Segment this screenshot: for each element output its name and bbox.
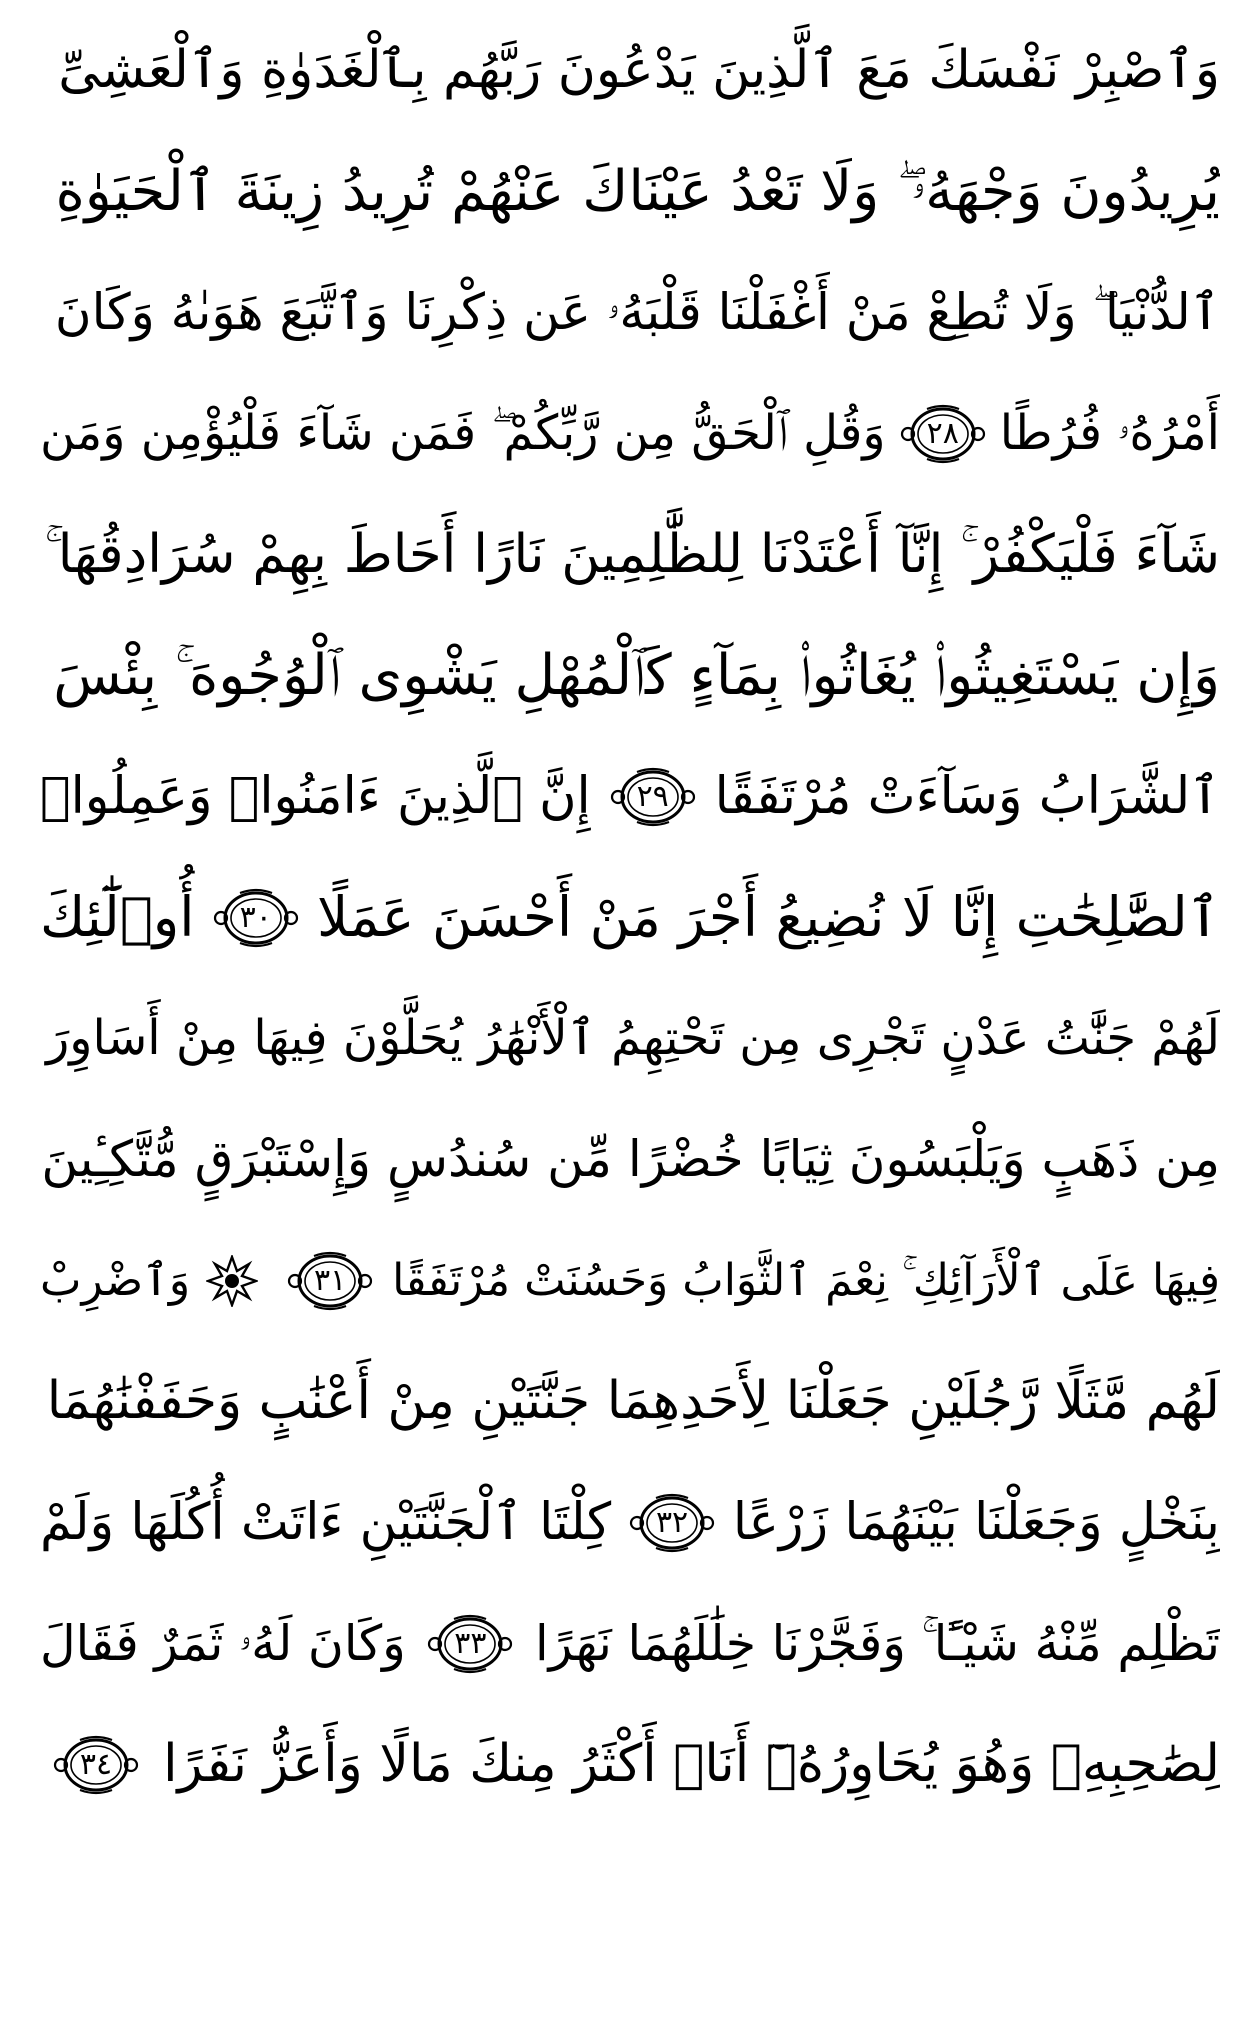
text-line xyxy=(40,10,1220,131)
verse-text: وَإِن يَسْتَغِيثُوا۟ يُغَاثُوا۟ بِمَآءٍ كَٱلْمُهْلِ يَشْوِى ٱلْوُجُوهَ ۚ بِئْسَ xyxy=(53,643,1220,708)
text-line xyxy=(40,252,1220,373)
verse-text: أَمْرُهُۥ فُرُطًا xyxy=(999,405,1220,461)
ayah-number: ٣٠ xyxy=(239,899,272,935)
ayah-number: ٣٢ xyxy=(655,1504,689,1540)
verse-text: شَآءَ فَلْيَكْفُرْ ۚ إِنَّآ أَعْتَدْنَا لِلظَّٰلِمِينَ نَارًا أَحَاطَ بِهِمْ سُرَادِقُهَا ۚ xyxy=(44,524,1220,585)
text-line xyxy=(40,1583,1220,1704)
verse-text: أُو۟لَٰٓئِكَ xyxy=(40,885,195,949)
verse-text: يُرِيدُونَ وَجْهَهُۥ ۖ وَلَا تَعْدُ عَيْنَاكَ عَنْهُمْ تُرِيدُ زِينَةَ ٱلْحَيَوٰةِ xyxy=(55,159,1220,224)
verse-text: كِلْتَا ٱلْجَنَّتَيْنِ ءَاتَتْ أُكُلَهَا وَلَمْ xyxy=(40,1493,612,1552)
ayah-number: ٣٤ xyxy=(79,1746,113,1782)
text-line xyxy=(40,857,1220,978)
text-line xyxy=(40,1462,1220,1583)
ayah-end-marker xyxy=(897,403,989,465)
verse-text: لَهُم مَّثَلًا رَّجُلَيْنِ جَعَلْنَا لِأَحَدِهِمَا جَنَّتَيْنِ مِنْ أَعْنَٰبٍ وَحَفَفْنَٰهُمَا xyxy=(46,1371,1220,1431)
verse-text: وَٱضْرِبْ xyxy=(40,1255,191,1306)
ayah-number: ٣١ xyxy=(313,1262,347,1298)
verse-text: ٱلشَّرَابُ وَسَآءَتْ مُرْتَفَقًا xyxy=(714,767,1220,826)
verse-text: وَقُلِ ٱلْحَقُّ مِن رَّبِّكُمْ ۖ فَمَن شَآءَ فَلْيُؤْمِن وَمَن xyxy=(40,405,886,461)
verse-text: فِيهَا عَلَى ٱلْأَرَآئِكِ ۚ نِعْمَ ٱلثَّوَابُ وَحَسُنَتْ مُرْتَفَقًا xyxy=(392,1255,1220,1306)
text-line xyxy=(40,736,1220,857)
verse-text: لِصَٰحِبِهِۦ وَهُوَ يُحَاوِرُهُۥٓ أَنَا۠ أَكْثَرُ مِنكَ مَالًا وَأَعَزُّ نَفَرًا xyxy=(163,1734,1220,1794)
verse-text: لَهُمْ جَنَّٰتُ عَدْنٍ تَجْرِى مِن تَحْتِهِمُ ٱلْأَنْهَٰرُ يُحَلَّوْنَ فِيهَا مِنْ أَسَاوِرَ xyxy=(46,1010,1220,1066)
verse-text: وَكَانَ لَهُۥ ثَمَرٌ فَقَالَ xyxy=(40,1615,406,1672)
text-line xyxy=(40,131,1220,252)
text-line xyxy=(40,1704,1220,1825)
ayah-end-marker xyxy=(607,766,699,828)
rub-el-hizb-icon xyxy=(206,1255,258,1307)
text-line xyxy=(40,1220,1220,1341)
text-line xyxy=(40,615,1220,736)
ayah-number: ٣٣ xyxy=(454,1625,487,1661)
verse-text: مِن ذَهَبٍ وَيَلْبَسُونَ ثِيَابًا خُضْرًا مِّن سُندُسٍ وَإِسْتَبْرَقٍ مُّتَّكِـِٔينَ xyxy=(41,1130,1220,1188)
ayah-end-marker xyxy=(210,887,302,949)
verse-text: تَظْلِم مِّنْهُ شَيْـًٔا ۚ وَفَجَّرْنَا خِلَٰلَهُمَا نَهَرًا xyxy=(535,1615,1220,1672)
text-line xyxy=(40,1341,1220,1462)
verse-text: ٱلصَّٰلِحَٰتِ إِنَّا لَا نُضِيعُ أَجْرَ مَنْ أَحْسَنَ عَمَلًا xyxy=(317,885,1220,949)
text-line xyxy=(40,373,1220,494)
ayah-end-marker xyxy=(626,1492,718,1554)
ayah-number: ٢٩ xyxy=(636,778,669,814)
ayah-end-marker xyxy=(424,1613,516,1675)
ayah-end-marker xyxy=(50,1734,142,1796)
text-line xyxy=(40,494,1220,615)
verse-text: بِنَخْلٍ وَجَعَلْنَا بَيْنَهُمَا زَرْعًا xyxy=(732,1493,1220,1552)
text-line xyxy=(40,978,1220,1099)
verse-text: إِنَّ ٱلَّذِينَ ءَامَنُوا۟ وَعَمِلُوا۟ xyxy=(40,767,591,826)
ayah-end-marker xyxy=(284,1250,376,1312)
text-line xyxy=(40,1099,1220,1220)
ayah-number: ٢٨ xyxy=(926,415,959,451)
verse-text: وَٱصْبِرْ نَفْسَكَ مَعَ ٱلَّذِينَ يَدْعُونَ رَبَّهُم بِٱلْغَدَوٰةِ وَٱلْعَشِىِّ xyxy=(58,40,1220,100)
verse-text: ٱلدُّنْيَا ۖ وَلَا تُطِعْ مَنْ أَغْفَلْنَا قَلْبَهُۥ عَن ذِكْرِنَا وَٱتَّبَعَ هَوَىٰهُ وَكَانَ xyxy=(54,283,1220,341)
